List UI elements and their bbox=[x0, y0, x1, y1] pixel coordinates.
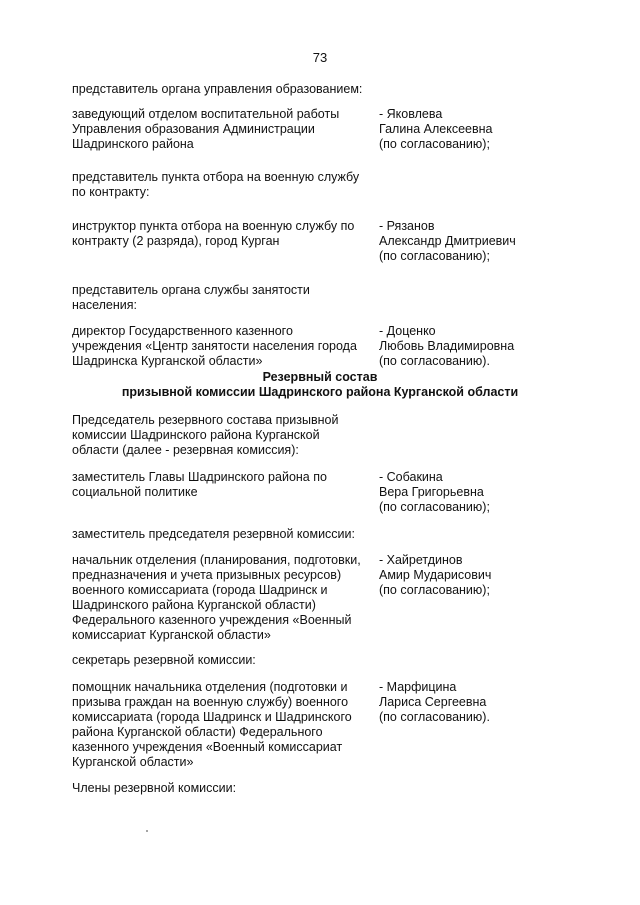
employment-representative-header: представитель органа службы занятости населения: bbox=[72, 283, 310, 312]
deputy-head-position: заместитель Главы Шадринского района по социальной политике bbox=[72, 470, 327, 499]
deputy-chairman-person: - Хайретдинов Амир Мударисович (по согласованию); bbox=[379, 553, 492, 597]
members-header: Члены резервной комиссии: bbox=[72, 781, 237, 795]
contract-representative-header: представитель пункта отбора на военную службу по контракту: bbox=[72, 170, 360, 199]
deputy-chairman-header: заместитель председателя резервной комиссии: bbox=[72, 527, 355, 541]
page-number: 73 bbox=[312, 50, 328, 65]
education-representative-header: представитель органа управления образованием: bbox=[72, 82, 363, 96]
deputy-chairman-position: начальник отделения (планирования, подготовки, предназначения и учета призывных ресурсов) военного комиссариата (города Шадринск и Шадринского района Курганской области) Федерального казенного учреждения «Военный комиссариат Курганской области» bbox=[72, 553, 361, 642]
contract-position: инструктор пункта отбора на военную службу по контракту (2 разряда), город Курган bbox=[72, 219, 355, 248]
employment-person: - Доценко Любовь Владимировна (по согласованию). bbox=[379, 324, 515, 368]
deputy-head-person: - Собакина Вера Григорьевна (по согласованию); bbox=[379, 470, 490, 514]
education-position: заведующий отделом воспитательной работы Управления образования Администрации Шадринского района bbox=[72, 107, 340, 151]
scan-dot bbox=[146, 830, 148, 832]
secretary-position: помощник начальника отделения (подготовки и призыва граждан на военную службу) военного комиссариата (города Шадринск и Шадринского района Курганской области) Федерального казенного учреждения «Военный комиссариат Курганской области» bbox=[72, 680, 352, 769]
contract-person: - Рязанов Александр Дмитриевич (по согласованию); bbox=[379, 219, 516, 263]
secretary-header: секретарь резервной комиссии: bbox=[72, 653, 256, 667]
reserve-title-line1: Резервный состав bbox=[262, 370, 378, 384]
reserve-title-line2: призывной комиссии Шадринского района Курганской области bbox=[121, 385, 519, 399]
employment-position: директор Государственного казенного учреждения «Центр занятости населения города Шадринска Курганской области» bbox=[72, 324, 357, 368]
education-person: - Яковлева Галина Алексеевна (по согласованию); bbox=[379, 107, 493, 151]
secretary-person: - Марфицина Лариса Сергеевна (по согласованию). bbox=[379, 680, 490, 724]
reserve-chairman-header: Председатель резервного состава призывной комиссии Шадринского района Курганской области (далее - резервная комиссия): bbox=[72, 413, 339, 457]
